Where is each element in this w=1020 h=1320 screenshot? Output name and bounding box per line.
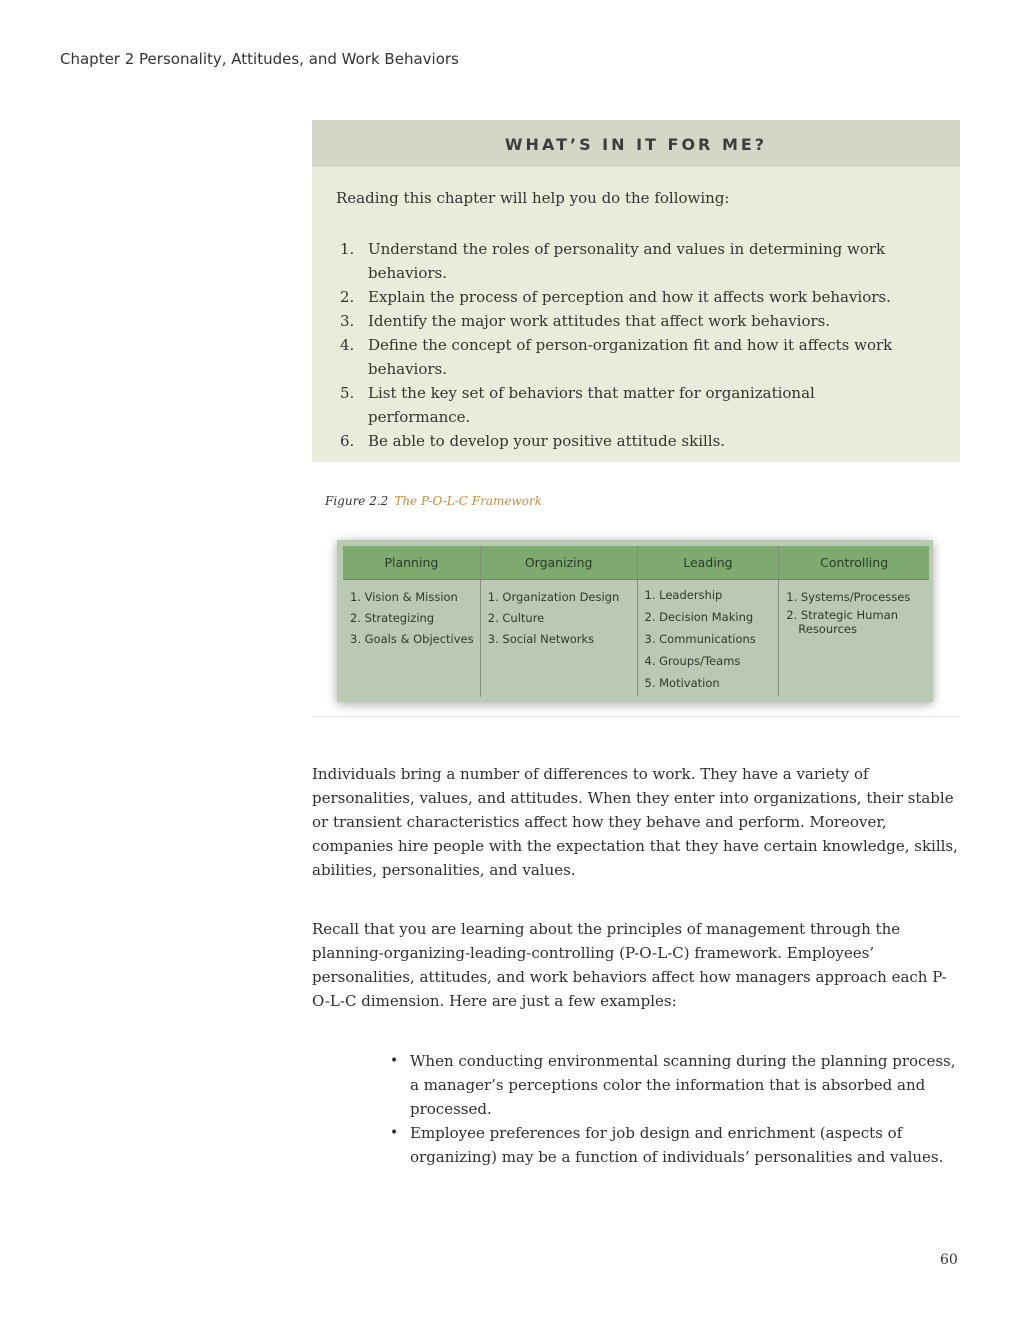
body-paragraph: Recall that you are learning about the principles of management through the planning-organizing-leading-controlling (P-O-L-C) framework. Employees’ personalities, attitudes, and work behaviors affect how managers approach each P-O-L-C dimension. Here are just a few examples: bbox=[312, 920, 947, 1010]
polc-item: 2. Strategizing bbox=[350, 611, 435, 625]
box-intro: Reading this chapter will help you do the following: bbox=[336, 189, 730, 207]
polc-header: Organizing bbox=[481, 546, 637, 580]
polc-item: 5. Motivation bbox=[644, 676, 720, 690]
page-number: 60 bbox=[940, 1252, 958, 1268]
polc-item: 2. Culture bbox=[487, 611, 545, 625]
figure-title: The P-O-L-C Framework bbox=[394, 494, 542, 508]
learning-objectives-box bbox=[312, 120, 960, 462]
box-title: WHAT’S IN IT FOR ME? bbox=[312, 120, 960, 167]
objective-item: 2. Explain the process of perception and how it affects work behaviors. bbox=[340, 288, 891, 306]
polc-item: 2. Decision Making bbox=[644, 610, 754, 624]
objective-item: 1. Understand the roles of personality and values in determining work behaviors. bbox=[340, 240, 886, 282]
objectives-list bbox=[312, 237, 960, 453]
figure-caption bbox=[325, 494, 542, 508]
polc-item: 2. Strategic Human Resources bbox=[786, 608, 899, 636]
polc-column-planning bbox=[343, 546, 481, 697]
polc-item: 3. Communications bbox=[644, 632, 756, 646]
polc-item: 1. Organization Design bbox=[487, 590, 620, 604]
objective-item: 4. Define the concept of person-organization fit and how it affects work behaviors. bbox=[340, 336, 893, 378]
polc-item: 1. Vision & Mission bbox=[350, 590, 458, 604]
objective-item: 5. List the key set of behaviors that matter for organizational performance. bbox=[340, 384, 815, 426]
list-item: • Employee preferences for job design and enrichment (aspects of organizing) may be a function of individuals’ personalities and values. bbox=[390, 1121, 960, 1169]
polc-item: 3. Social Networks bbox=[487, 632, 595, 646]
polc-header: Controlling bbox=[779, 546, 929, 580]
polc-header: Leading bbox=[638, 546, 779, 580]
bullet-icon: • bbox=[390, 1053, 399, 1069]
polc-item: 1. Leadership bbox=[644, 588, 723, 602]
polc-column-controlling bbox=[779, 546, 929, 697]
objective-item: 6. Be able to develop your positive attitude skills. bbox=[340, 432, 726, 450]
examples-list bbox=[390, 1049, 960, 1169]
polc-item: 3. Goals & Objectives bbox=[350, 632, 474, 646]
figure-label: Figure 2.2 bbox=[325, 494, 389, 508]
divider bbox=[312, 716, 960, 717]
objective-item: 3. Identify the major work attitudes that affect work behaviors. bbox=[340, 312, 831, 330]
list-item: • When conducting environmental scanning during the planning process, a manager’s perceptions color the information that is absorbed and processed. bbox=[390, 1049, 960, 1121]
polc-header: Planning bbox=[343, 546, 480, 580]
body-paragraph: Individuals bring a number of differences to work. They have a variety of personalities, values, and attitudes. When they enter into organizations, their stable or transient characteristics affect how they behave and perform. Moreover, companies hire people with the expectation that they have certain knowledge, skills, abilities, personalities, and values. bbox=[312, 765, 958, 879]
polc-item: 4. Groups/Teams bbox=[644, 654, 741, 668]
running-header: Chapter 2 Personality, Attitudes, and Work Behaviors bbox=[60, 50, 459, 68]
polc-framework-diagram bbox=[343, 546, 929, 697]
bullet-icon: • bbox=[390, 1125, 399, 1141]
polc-item: 1. Systems/Processes bbox=[786, 590, 911, 604]
polc-column-leading bbox=[638, 546, 780, 697]
polc-column-organizing bbox=[481, 546, 638, 697]
